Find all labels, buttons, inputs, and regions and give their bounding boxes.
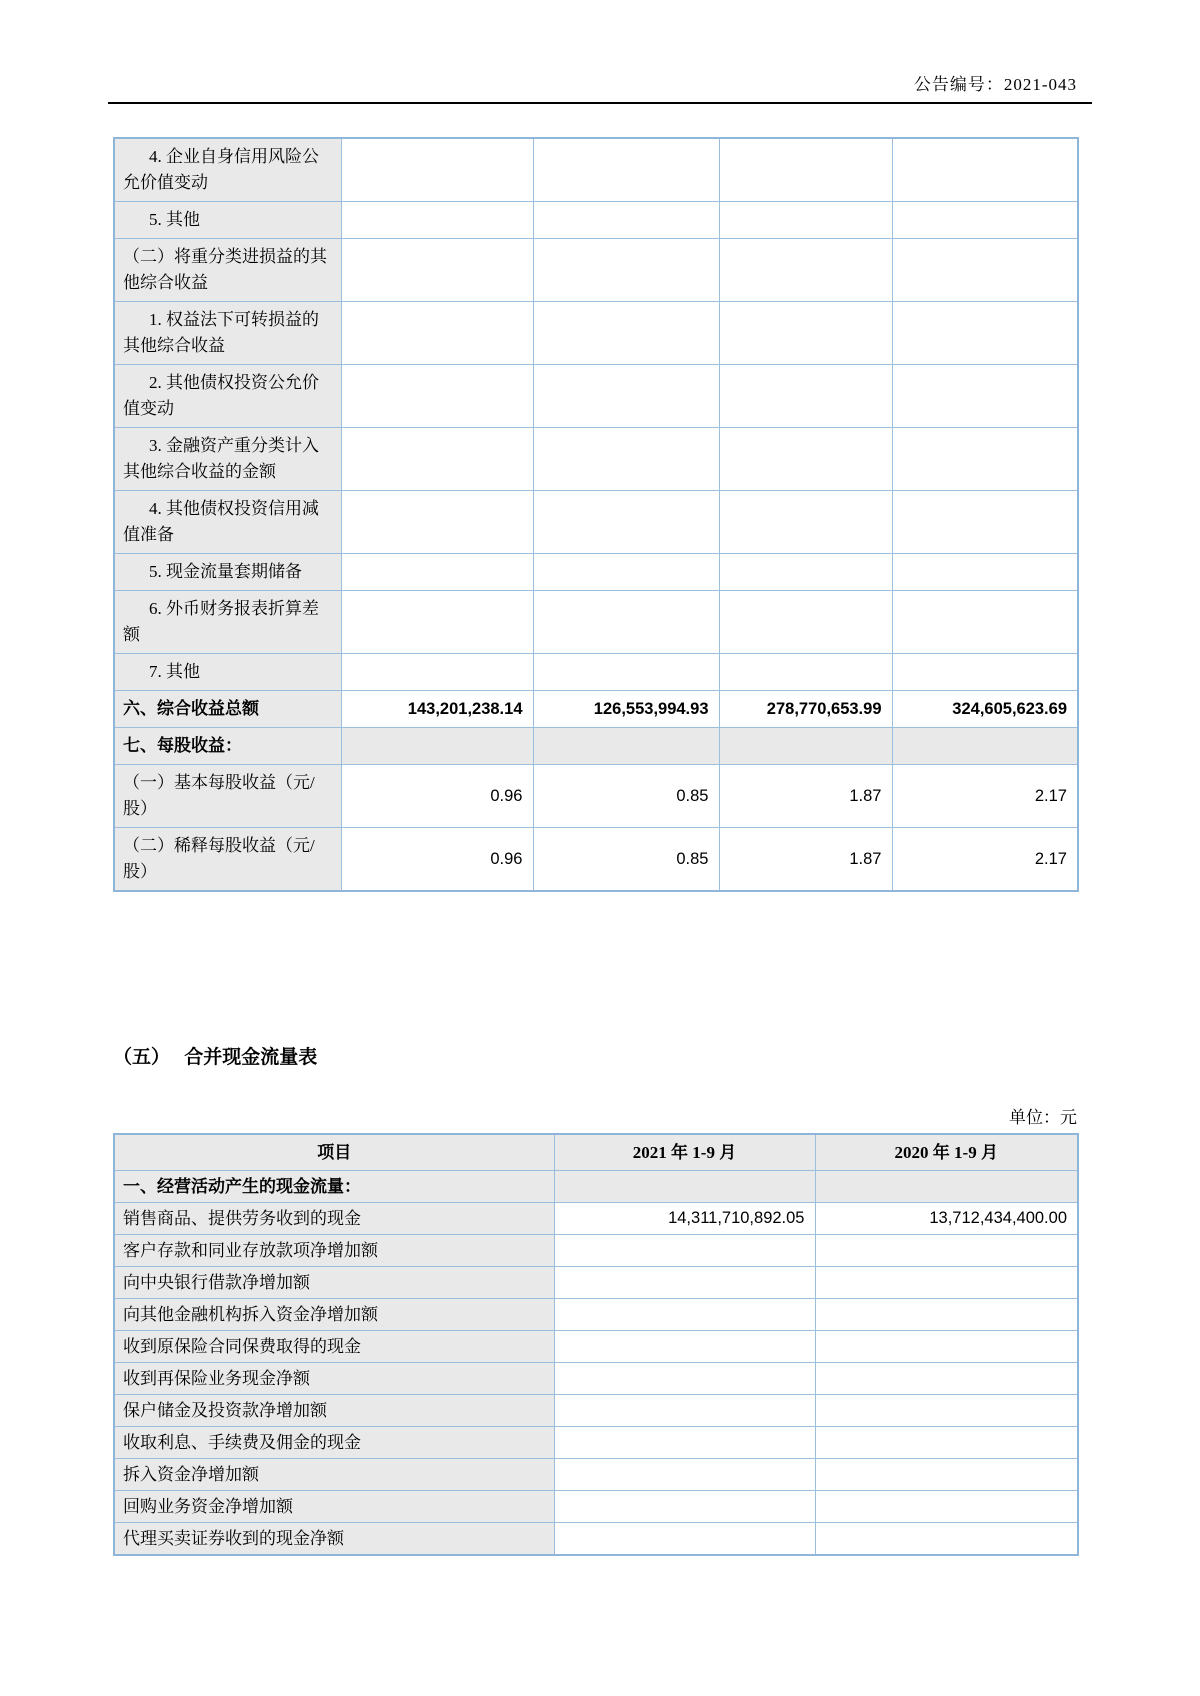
cell-value <box>815 1491 1078 1523</box>
cell-value: 1.87 <box>719 828 892 892</box>
table-row <box>114 654 1078 691</box>
cell-value <box>341 654 533 691</box>
cell-value <box>815 1235 1078 1267</box>
cell-value <box>341 202 533 239</box>
row-label: 4. 企业自身信用风险公允价值变动 <box>114 138 341 202</box>
cell-value <box>533 554 719 591</box>
comprehensive-income-table <box>113 137 1079 892</box>
row-label: 1. 权益法下可转损益的其他综合收益 <box>114 302 341 365</box>
cell-value: 0.96 <box>341 828 533 892</box>
row-label: 一、经营活动产生的现金流量： <box>114 1171 554 1203</box>
row-label: 六、综合收益总额 <box>114 691 341 728</box>
row-label: 向其他金融机构拆入资金净增加额 <box>114 1299 554 1331</box>
table-row <box>114 554 1078 591</box>
cell-value <box>719 302 892 365</box>
cell-value: 14,311,710,892.05 <box>554 1203 815 1235</box>
cell-value: 2.17 <box>892 828 1078 892</box>
cell-value <box>892 591 1078 654</box>
cell-value: 0.96 <box>341 765 533 828</box>
row-label: 回购业务资金净增加额 <box>114 1491 554 1523</box>
income-table-body <box>114 138 1078 891</box>
column-header-2021: 2021 年 1-9 月 <box>554 1134 815 1171</box>
cell-value <box>815 1459 1078 1491</box>
cell-value <box>815 1395 1078 1427</box>
cell-value <box>892 202 1078 239</box>
cell-value <box>533 302 719 365</box>
cell-value <box>341 554 533 591</box>
cell-value: 1.87 <box>719 765 892 828</box>
cell-value <box>533 239 719 302</box>
cell-value <box>719 491 892 554</box>
row-label: 代理买卖证券收到的现金净额 <box>114 1523 554 1556</box>
cashflow-table-body <box>114 1171 1078 1556</box>
column-header-2020: 2020 年 1-9 月 <box>815 1134 1078 1171</box>
cell-value <box>341 491 533 554</box>
cell-value: 2.17 <box>892 765 1078 828</box>
unit-label: 单位：元 <box>1009 1108 1077 1127</box>
table-row <box>114 1203 1078 1235</box>
cell-value <box>892 428 1078 491</box>
cell-value <box>719 239 892 302</box>
row-label: （一）基本每股收益（元/股） <box>114 765 341 828</box>
cell-value: 126,553,994.93 <box>533 691 719 728</box>
cell-value <box>892 302 1078 365</box>
cell-value: 324,605,623.69 <box>892 691 1078 728</box>
cell-value <box>554 1395 815 1427</box>
cell-value <box>554 1491 815 1523</box>
cell-value <box>554 1299 815 1331</box>
cell-value: 13,712,434,400.00 <box>815 1203 1078 1235</box>
row-label: 客户存款和同业存放款项净增加额 <box>114 1235 554 1267</box>
cell-value <box>341 428 533 491</box>
cell-value <box>815 1171 1078 1203</box>
row-label: 7. 其他 <box>114 654 341 691</box>
row-label: 4. 其他债权投资信用减值准备 <box>114 491 341 554</box>
row-label: 5. 其他 <box>114 202 341 239</box>
cell-value <box>815 1331 1078 1363</box>
cashflow-header-row <box>114 1134 1078 1171</box>
cell-value: 0.85 <box>533 828 719 892</box>
cell-value <box>554 1363 815 1395</box>
cell-value <box>892 654 1078 691</box>
cell-value <box>533 428 719 491</box>
cell-value <box>554 1235 815 1267</box>
table-row <box>114 591 1078 654</box>
cell-value <box>892 491 1078 554</box>
row-label: 5. 现金流量套期储备 <box>114 554 341 591</box>
table-row <box>114 428 1078 491</box>
table-row <box>114 302 1078 365</box>
table-row <box>114 1395 1078 1427</box>
cell-value <box>719 138 892 202</box>
cell-value <box>719 202 892 239</box>
cell-value <box>554 1171 815 1203</box>
page-content <box>113 0 1077 1556</box>
table-row <box>114 1491 1078 1523</box>
row-label: 收取利息、手续费及佣金的现金 <box>114 1427 554 1459</box>
column-header-item: 项目 <box>114 1134 554 1171</box>
table-row <box>114 491 1078 554</box>
table-row <box>114 239 1078 302</box>
row-label: 拆入资金净增加额 <box>114 1459 554 1491</box>
table-row <box>114 1235 1078 1267</box>
table-row <box>114 1331 1078 1363</box>
cell-value: 0.85 <box>533 765 719 828</box>
cell-value <box>719 365 892 428</box>
cell-value <box>892 239 1078 302</box>
cell-value <box>815 1427 1078 1459</box>
table-row <box>114 1459 1078 1491</box>
table-row <box>114 765 1078 828</box>
cell-value <box>533 491 719 554</box>
cell-value <box>533 138 719 202</box>
cell-value <box>554 1331 815 1363</box>
cashflow-section-heading: （五） 合并现金流量表 <box>113 1047 318 1068</box>
cell-value <box>341 728 533 765</box>
table-row <box>114 202 1078 239</box>
table-row <box>114 1267 1078 1299</box>
cell-value <box>341 365 533 428</box>
cell-value <box>892 365 1078 428</box>
cell-value <box>719 654 892 691</box>
cell-value <box>533 591 719 654</box>
cell-value <box>719 591 892 654</box>
cell-value <box>892 138 1078 202</box>
cell-value <box>554 1523 815 1556</box>
row-label: 2. 其他债权投资公允价值变动 <box>114 365 341 428</box>
cell-value <box>815 1267 1078 1299</box>
cell-value <box>554 1427 815 1459</box>
cell-value <box>341 591 533 654</box>
row-label: 3. 金融资产重分类计入其他综合收益的金额 <box>114 428 341 491</box>
table-row <box>114 828 1078 892</box>
cell-value <box>533 365 719 428</box>
row-label: 收到原保险合同保费取得的现金 <box>114 1331 554 1363</box>
cell-value <box>341 138 533 202</box>
row-label: 销售商品、提供劳务收到的现金 <box>114 1203 554 1235</box>
cell-value <box>815 1299 1078 1331</box>
row-label: 6. 外币财务报表折算差额 <box>114 591 341 654</box>
table-row <box>114 1523 1078 1556</box>
table-row <box>114 365 1078 428</box>
cell-value <box>719 728 892 765</box>
table-row <box>114 691 1078 728</box>
table-row <box>114 728 1078 765</box>
row-label: 七、每股收益： <box>114 728 341 765</box>
cell-value <box>554 1459 815 1491</box>
cell-value <box>719 428 892 491</box>
cell-value <box>719 554 892 591</box>
cell-value <box>554 1267 815 1299</box>
cell-value <box>341 239 533 302</box>
row-label: 向中央银行借款净增加额 <box>114 1267 554 1299</box>
row-label: 收到再保险业务现金净额 <box>114 1363 554 1395</box>
cell-value <box>533 728 719 765</box>
cell-value: 143,201,238.14 <box>341 691 533 728</box>
cell-value <box>815 1523 1078 1556</box>
table-row <box>114 1171 1078 1203</box>
cell-value <box>892 554 1078 591</box>
row-label: （二）将重分类进损益的其他综合收益 <box>114 239 341 302</box>
cell-value <box>892 728 1078 765</box>
table-row <box>114 1299 1078 1331</box>
table-row <box>114 1427 1078 1459</box>
table-row <box>114 138 1078 202</box>
cashflow-table <box>113 1133 1079 1556</box>
cell-value <box>815 1363 1078 1395</box>
cell-value <box>341 302 533 365</box>
row-label: （二）稀释每股收益（元/股） <box>114 828 341 892</box>
cell-value <box>533 202 719 239</box>
header-rule <box>108 102 1092 104</box>
cell-value: 278,770,653.99 <box>719 691 892 728</box>
table-row <box>114 1363 1078 1395</box>
notice-number: 公告编号：2021-043 <box>913 75 1077 94</box>
cell-value <box>533 654 719 691</box>
row-label: 保户储金及投资款净增加额 <box>114 1395 554 1427</box>
